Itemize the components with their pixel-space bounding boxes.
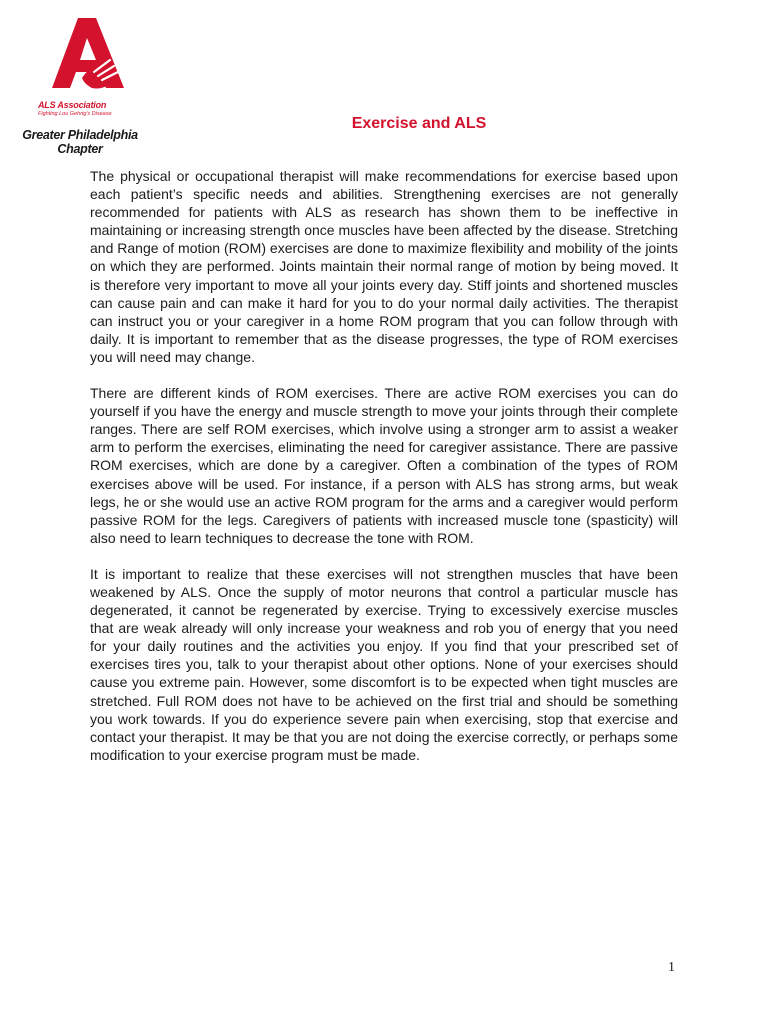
chapter-line-2: Chapter: [57, 142, 103, 156]
page-number: 1: [668, 960, 675, 975]
org-tagline: Fighting Lou Gehrig's Disease: [38, 111, 112, 117]
paragraph: The physical or occupational therapist will make recommendations for exercise based upon each patient’s specific needs and abilities. Strengthening exercises are not generally recommended for patients with ALS as research has shown them to be ineffective in maintaining or increasing strength once muscles have been affected by the disease. Stretching and Range of motion (ROM) exercises are done to maximize flexibility and mobility of the joints on which they are performed. Joints maintain their normal range of motion by being moved. It is therefore very important to move all your joints every day. Stiff joints and shortened muscles can cause pain and can make it hard for you to do your normal daily activities. The therapist can instruct you or your caregiver in a home ROM program that you can follow through with daily. It is important to remember that as the disease progresses, the type of ROM exercises you will need may change.: [90, 168, 678, 365]
paragraph: It is important to realize that these exercises will not strengthen muscles that have been weakened by ALS. Once the supply of motor neurons that control a particular muscle has degenerated, it cannot be regenerated by exercise. Trying to excessively exercise muscles that are weak already will only increase your weakness and rob you of energy that you need for your daily routines and the activities you enjoy. If you find that your prescribed set of exercises tires you, talk to your therapist about other options. None of your exercises should cause you extreme pain. However, some discomfort is to be expected when tight muscles are stretched. Full ROM does not have to be achieved on the first trial and should be something you work towards. If you do experience severe pain when exercising, stop that exercise and contact your therapist. It may be that you are not doing the exercise correctly, or perhaps some modification to your exercise program must be made.: [90, 565, 678, 763]
als-logo-icon: [40, 16, 130, 100]
chapter-line-1: Greater Philadelphia: [22, 128, 138, 142]
document-title: Exercise and ALS: [351, 115, 487, 132]
paragraph: There are different kinds of ROM exercises. There are active ROM exercises you can do yourself if you have the energy and muscle strength to move your joints through their complete ranges. There are self ROM exercises, which involve using a stronger arm to assist a weaker arm to perform the exercises, eliminating the need for caregiver assistance. There are passive ROM exercises, which are done by a caregiver. Often a combination of the types of ROM exercises above will be used. For instance, if a person with ALS has strong arms, but weak legs, he or she would use an active ROM program for the arms and a caregiver would perform passive ROM for the legs. Caregivers of patients with increased muscle tone (spasticity) will also need to learn techniques to decrease the tone with ROM.: [90, 385, 678, 546]
document-body: [90, 167, 678, 782]
org-name: ALS Association: [38, 100, 107, 110]
